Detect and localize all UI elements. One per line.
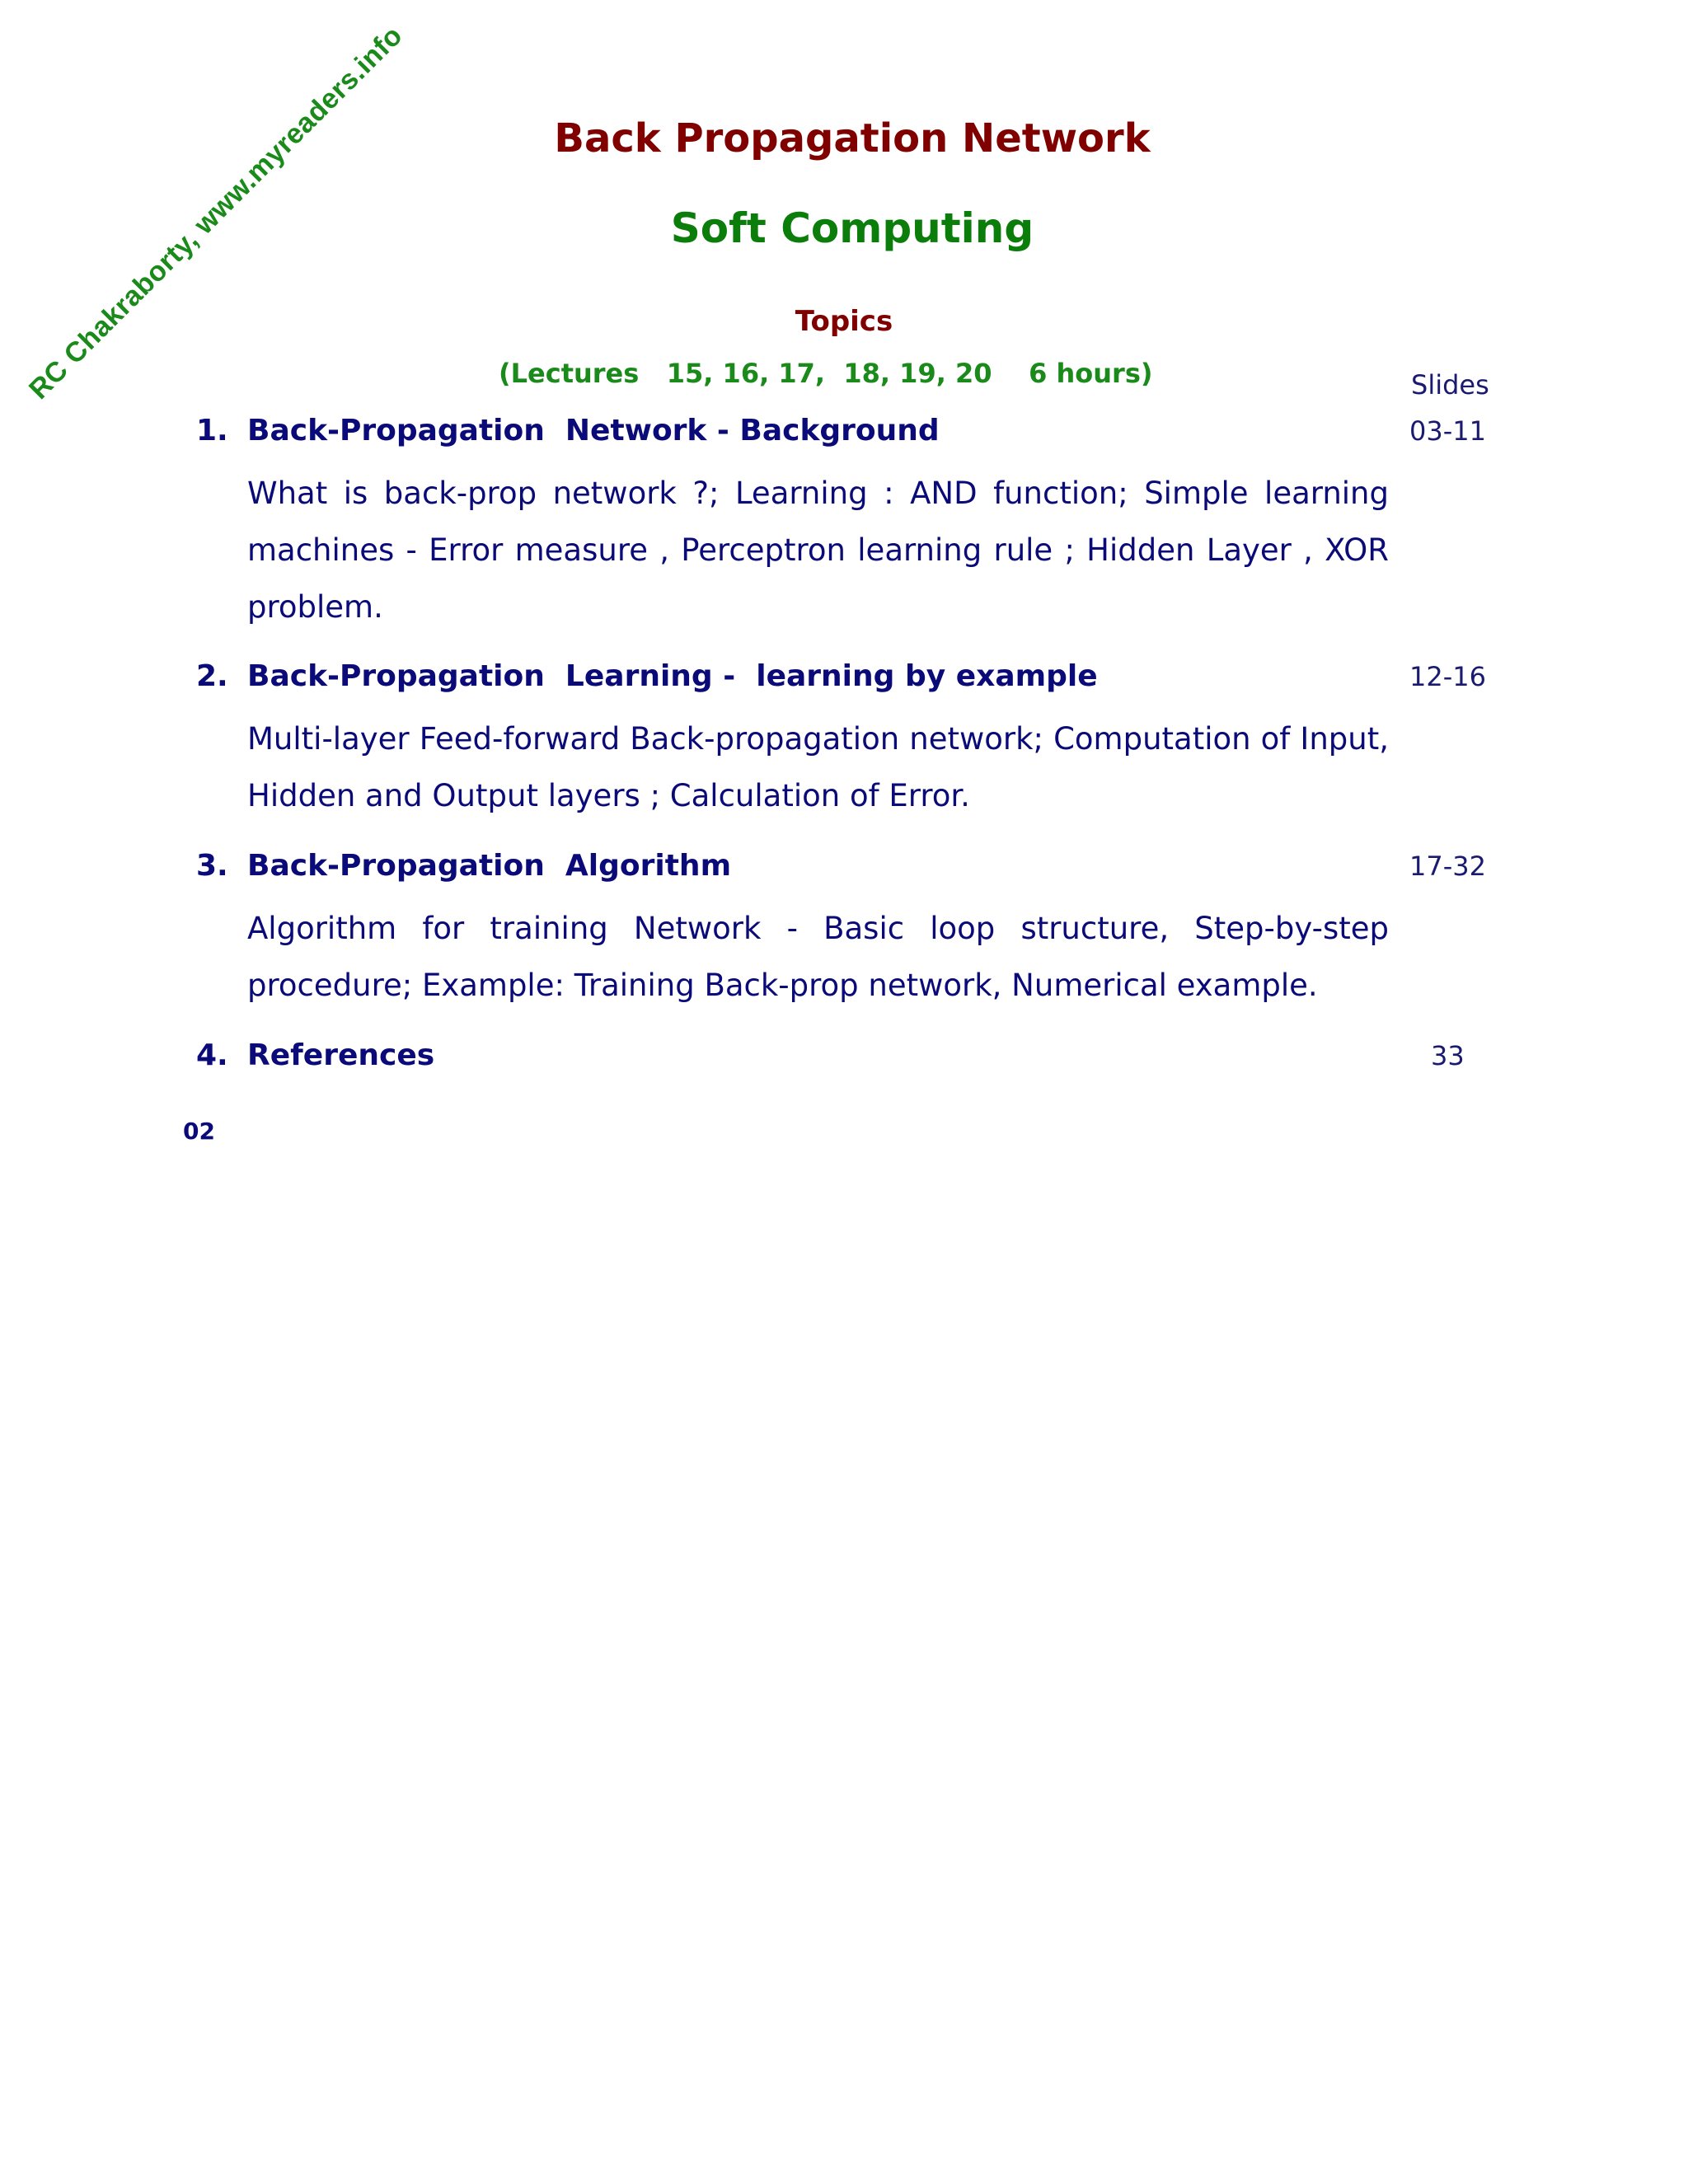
document-subtitle: Soft Computing [670,204,1034,252]
document-title: Back Propagation Network [554,115,1151,162]
lectures-info: (Lectures 15, 16, 17, 18, 19, 20 6 hours) [499,358,1153,389]
topic-title: Back-Propagation Learning - learning by example [247,659,1098,693]
topic-title: Back-Propagation Algorithm [247,849,732,883]
topic-title: Back-Propagation Network - Background [247,414,940,448]
topic-description: What is back-prop network ?; Learning : AND function; Simple learning machines - Error measure , Perceptron learning rule ; Hidden Layer , XOR problem. [247,476,1389,625]
topics-heading: Topics [795,305,893,338]
topic-number: 3. [196,849,228,883]
page-number: 02 [183,1118,215,1145]
topic-number: 4. [196,1038,228,1072]
topic-title: References [247,1038,435,1072]
topic-slides: 12-16 [1409,661,1486,692]
topic-description: Algorithm for training Network - Basic loop structure, Step-by-step procedure; Example: Training Back-prop network, Numerical example. [247,911,1389,1003]
topic-number: 1. [196,414,228,448]
topic-slides: 33 [1431,1040,1465,1071]
watermark-text: RC Chakraborty, www.myreaders.info [23,20,409,405]
topic-description: Multi-layer Feed-forward Back-propagation network; Computation of Input, Hidden and Output layers ; Calculation of Error. [247,721,1389,813]
topic-number: 2. [196,659,228,693]
topic-slides: 17-32 [1409,851,1486,882]
topic-slides: 03-11 [1409,415,1486,447]
slides-column-header: Slides [1411,369,1489,401]
